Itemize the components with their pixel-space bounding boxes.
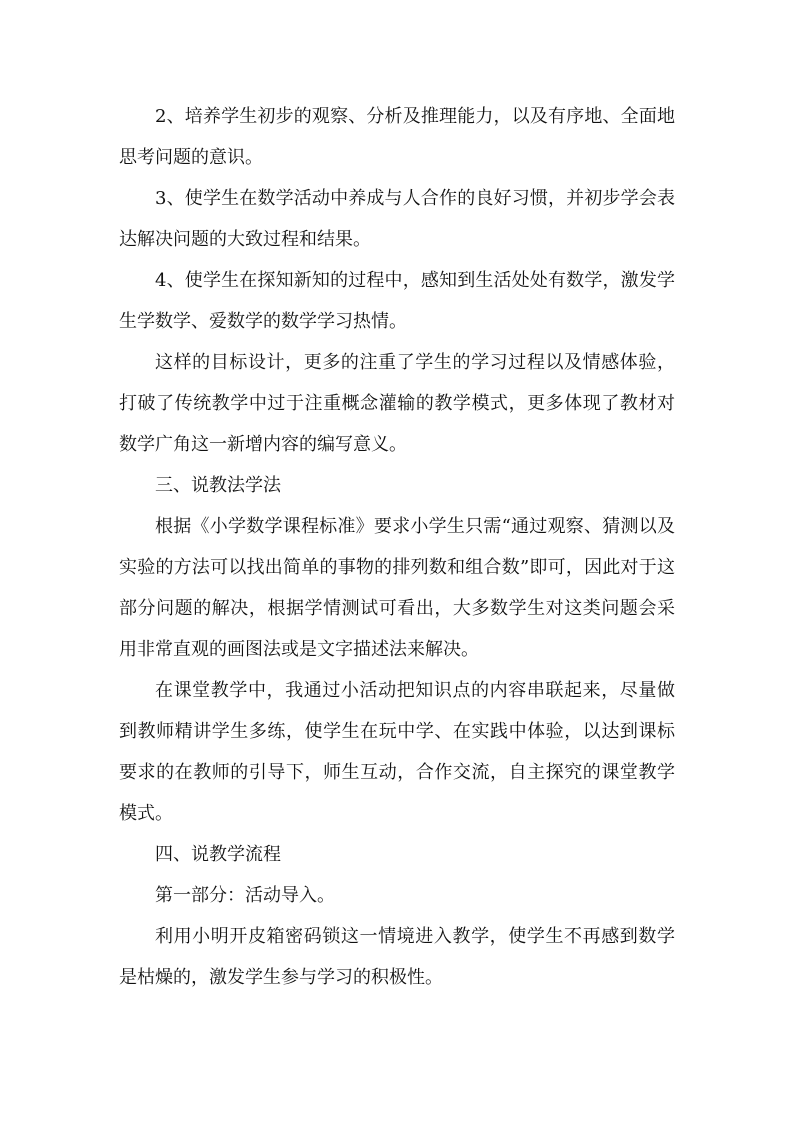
section-4-heading: 四、说教学流程 xyxy=(155,844,281,865)
method-paragraph-2: 在课堂教学中，我通过小活动把知识点的内容串联起来，尽量做到教师精讲学生多练，使学生在玩中学、在实践中体验，以达到课标要求的在教师的引导下，师生互动，合作交流，自主探究的课堂教学模式。 xyxy=(119,680,675,824)
objective-2-paragraph: 2、培养学生初步的观察、分析及推理能力，以及有序地、全面地思考问题的意识。 xyxy=(119,106,675,168)
objective-4-paragraph: 4、使学生在探知新知的过程中，感知到生活处处有数学，激发学生学数学、爱数学的数学学习热情。 xyxy=(119,270,675,332)
method-paragraph-1: 根据《小学数学课程标准》要求小学生只需“通过观察、猜测以及实验的方法可以找出简单的事物的排列数和组合数”即可，因此对于这部分问题的解决，根据学情测试可看出，大多数学生对这类问题会采用非常直观的画图法或是文字描述法来解决。 xyxy=(119,516,675,660)
section-3-heading: 三、说教法学法 xyxy=(155,475,281,496)
document-body xyxy=(119,96,675,998)
part-1-paragraph: 利用小明开皮箱密码锁这一情境进入教学，使学生不再感到数学是枯燥的，激发学生参与学习的积极性。 xyxy=(119,926,675,988)
objective-summary-paragraph: 这样的目标设计，更多的注重了学生的学习过程以及情感体验，打破了传统教学中过于注重概念灌输的教学模式，更多体现了教材对数学广角这一新增内容的编写意义。 xyxy=(119,352,675,455)
objective-3-paragraph: 3、使学生在数学活动中养成与人合作的良好习惯，并初步学会表达解决问题的大致过程和结果。 xyxy=(119,188,675,250)
part-1-heading: 第一部分：活动导入。 xyxy=(155,885,335,906)
